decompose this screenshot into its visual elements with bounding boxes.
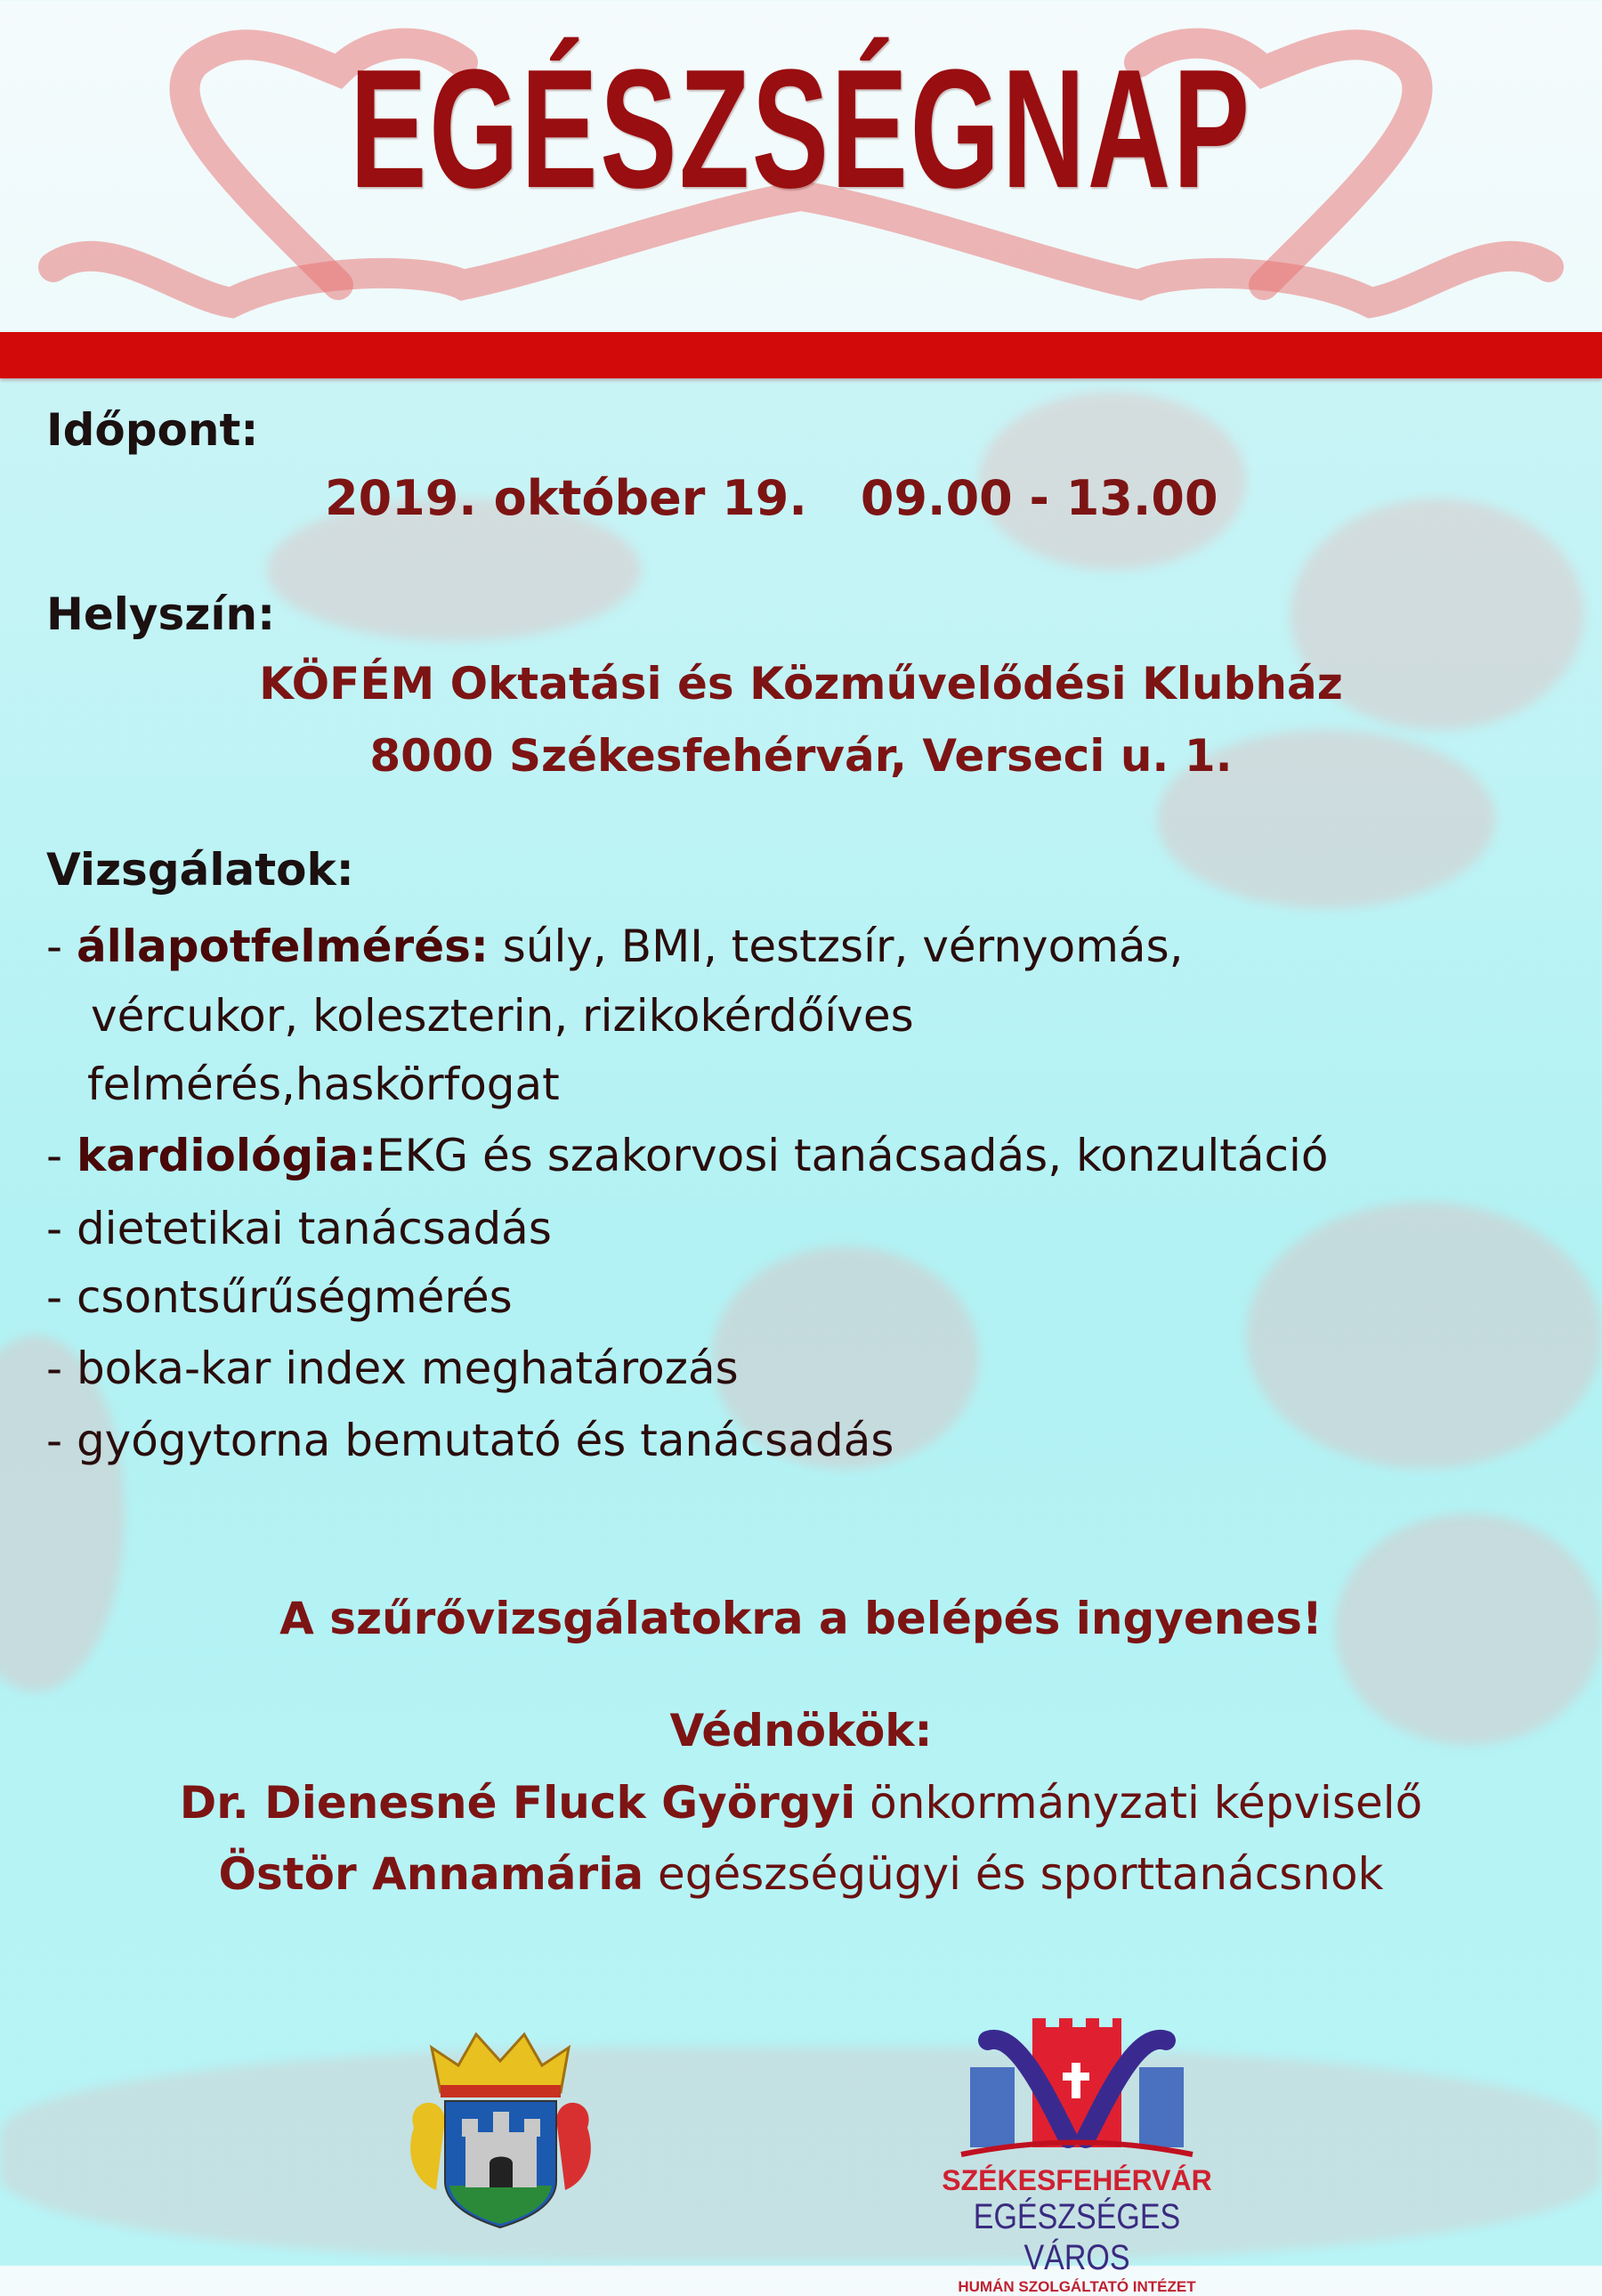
healthy-city-logo: [908, 2014, 1246, 2295]
logo-institute: HUMÁN SZOLGÁLTATÓ INTÉZET: [958, 2278, 1196, 2295]
coat-of-arms-logo: [405, 2030, 596, 2230]
logo-healthy-city: EGÉSZSÉGES VÁROS: [973, 2197, 1181, 2277]
location-venue: KÖFÉM Oktatási és Közművelődési Klubház: [259, 658, 1343, 710]
logo-city-name: SZÉKESFEHÉRVÁR: [942, 2164, 1212, 2196]
castle-people-icon: [908, 2014, 1246, 2161]
list-item: vércukor, koleszterin, rizikokérdőíves: [91, 990, 914, 1042]
list-item: - boka-kar index meghatározás: [46, 1343, 739, 1394]
list-item: - csontsűrűségmérés: [46, 1271, 513, 1323]
patron-2: Östör Annamária egészségügyi és sporttanácsnok: [218, 1848, 1384, 1900]
date-text: 2019. október 19.: [325, 470, 807, 526]
location-label: Helyszín:: [46, 588, 276, 640]
location-address: 8000 Székesfehérvár, Verseci u. 1.: [369, 730, 1233, 782]
hours-text: 09.00 - 13.00: [860, 470, 1218, 526]
free-entry-notice: A szűrővizsgálatokra a belépés ingyenes!: [279, 1593, 1323, 1644]
event-date: [325, 472, 1218, 525]
patron-1: Dr. Dienesné Fluck Györgyi önkormányzati képviselő: [179, 1777, 1423, 1829]
patrons-label: Védnökök:: [669, 1705, 933, 1756]
red-divider-bar: [0, 332, 1602, 378]
list-item: - dietetikai tanácsadás: [46, 1203, 552, 1254]
time-label: Időpont:: [46, 404, 259, 456]
list-item: - gyógytorna bemutató és tanácsadás: [46, 1415, 894, 1466]
list-item: - kardiológia:EKG és szakorvosi tanácsadás, konzultáció: [46, 1130, 1329, 1181]
list-item: felmérés,haskörfogat: [87, 1059, 560, 1110]
page-title: EGÉSZSÉGNAP: [350, 35, 1252, 223]
list-item: - állapotfelmérés: súly, BMI, testzsír, vérnyomás,: [46, 921, 1184, 972]
exams-label: Vizsgálatok:: [46, 844, 354, 896]
